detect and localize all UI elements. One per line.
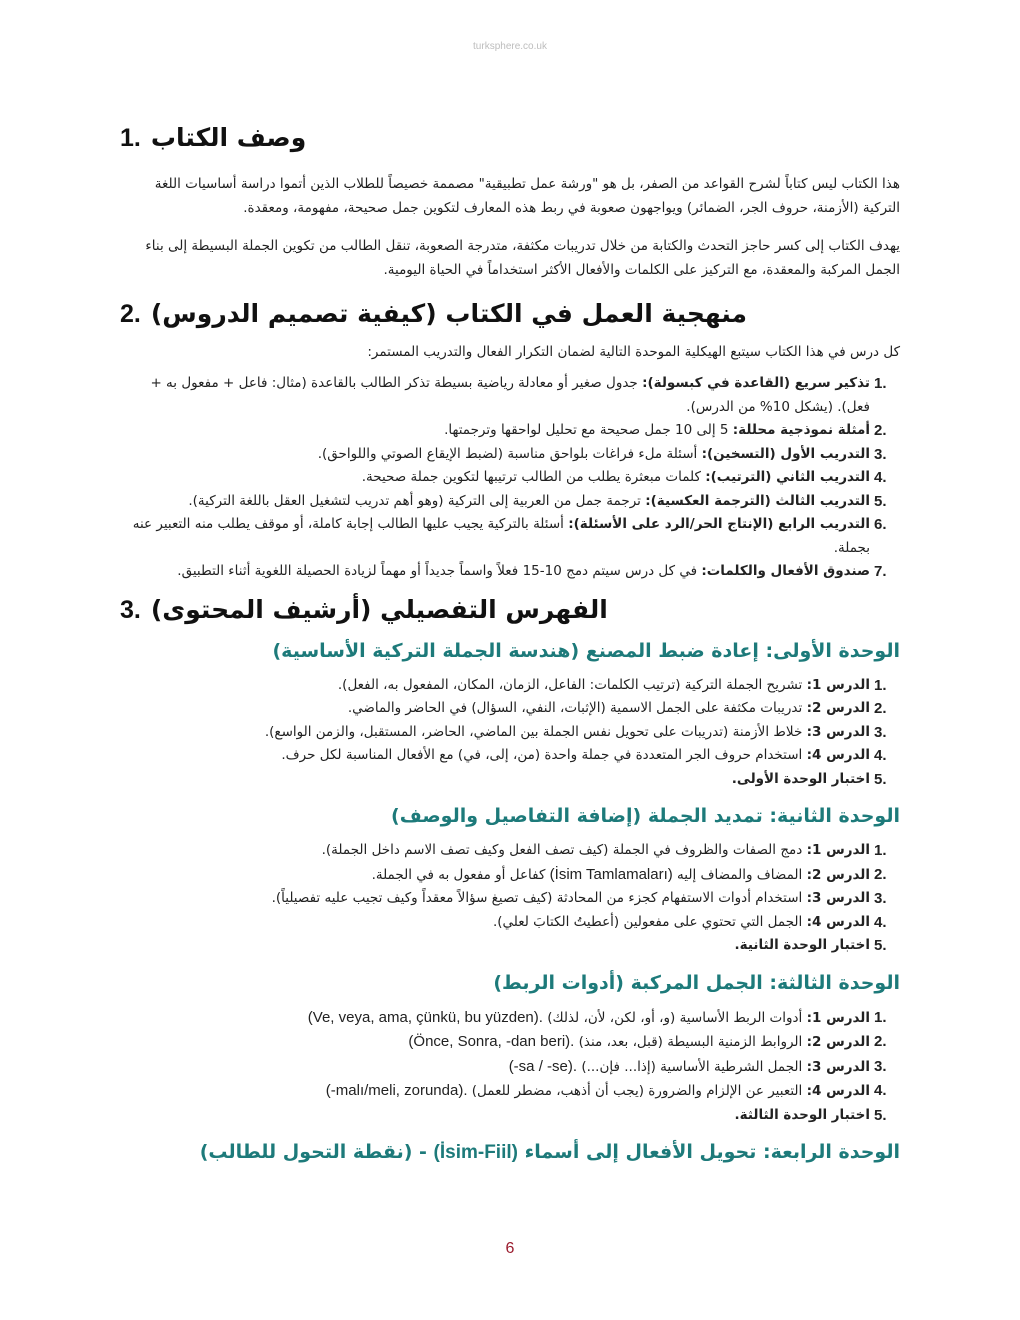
unit-2-heading: الوحدة الثانية: تمديد الجملة (إضافة التفاصيل والوصف) xyxy=(391,805,900,827)
list-item: 1. الدرس 1: أدوات الربط الأساسية (و، أو، لكن، لأن، لذلك) (Ve, veya, ama, çünkü, bu yüzden). xyxy=(307,1008,887,1026)
list-item: 5. اختبار الوحدة الأولى. xyxy=(731,770,887,788)
section-2-number: 2. xyxy=(120,300,141,328)
unit-2-lessons xyxy=(120,839,900,958)
list-item: 3. التدريب الأول (التسخين): أسئلة ملء فراغات بلواحق مناسبة (لضبط الإيقاع الصوتي واللواحق). xyxy=(317,445,887,463)
list-item: 4. الدرس 4: الجمل التي تحتوي على مفعولين (أعطيتُ الكتابَ لعلي). xyxy=(492,913,887,931)
list-item: 2. الدرس 2: تدريبات مكثفة على الجمل الاسمية (الإثبات، النفي، السؤال) في الحاضر والماضي. xyxy=(347,700,887,717)
list-item: 2. الدرس 2: المضاف والمضاف إليه (İsim Tamlamaları) كفاعل أو مفعول به في الجملة. xyxy=(371,865,887,883)
list-item: 6. التدريب الرابع (الإنتاج الحر/الرد على الأسئلة): أسئلة بالتركية يجيب عليها الطالب إجابة كاملة، أو موقف يطلب منه التعبير عنه بجملة. xyxy=(132,516,887,556)
list-item: 7. صندوق الأفعال والكلمات: في كل درس سيتم دمج 10-15 فعلاً واسماً جديداً أو مهماً لزيادة الحصيلة اللغوية أثناء التطبيق. xyxy=(177,563,887,580)
list-item: 3. الدرس 3: خلاط الأزمنة (تدريبات على تحويل نفس الجملة بين الماضي، الحاضر، المستقبل، والزمن الواسع). xyxy=(264,723,887,741)
page-number: 6 xyxy=(505,1240,515,1257)
list-item: 4. الدرس 4: استخدام حروف الجر المتعددة في جملة واحدة (من، إلى، في) مع الأفعال المناسبة لكل حرف. xyxy=(281,747,887,764)
list-item: 5. التدريب الثالث (الترجمة العكسية): ترجمة جمل من العربية إلى التركية (وهو أهم تدريب لتشغيل العقل باللغة التركية). xyxy=(188,492,887,510)
section-2-title: منهجية العمل في الكتاب (كيفية تصميم الدروس) xyxy=(150,299,748,328)
section-1-title: وصف الكتاب xyxy=(150,123,307,152)
unit-1-lessons xyxy=(120,674,900,792)
watermark: turksphere.co.uk xyxy=(473,41,547,52)
list-item: 1. تذكير سريع (القاعدة في كبسولة): جدول صغير أو معادلة رياضية بسيطة تذكر الطالب بالقاعدة (مثال: فاعل + مفعول به + فعل). (يشكل 10% من الدرس). xyxy=(150,375,887,415)
list-item: 1. الدرس 1: تشريح الجملة التركية (ترتيب الكلمات: الفاعل، الزمان، المكان، المفعول به، الفعل). xyxy=(337,676,887,694)
section-1-paragraph-1: هذا الكتاب ليس كتاباً لشرح القواعد من الصفر، بل هو "ورشة عمل تطبيقية" مصممة خصيصاً للطلاب الذين أتموا دراسة أساسيات اللغة التركية (الأزمنة، حروف الجر، الضمائر) ويواجهون صعوبة في ربط هذه المعارف لتكوين جمل صحيحة، مفهومة، ومعقدة. xyxy=(154,176,900,216)
list-item: 4. الدرس 4: التعبير عن الإلزام والضرورة (يجب أن أذهب، مضطر للعمل) (-malı/meli, zorunda). xyxy=(325,1082,887,1099)
list-item: 1. الدرس 1: دمج الصفات والظروف في الجملة (كيف تصف الفعل وكيف تصف الاسم داخل الجملة). xyxy=(321,842,887,859)
section-1-heading xyxy=(120,118,900,158)
list-item: 3. الدرس 3: استخدام أدوات الاستفهام كجزء من المحادثة (كيف تصيغ سؤالاً معقداً وكيف تجيب عليه تفصيلياً). xyxy=(271,890,887,907)
section-1-paragraph-2: يهدف الكتاب إلى كسر حاجز التحدث والكتابة من خلال تدريبات مكثفة، متدرجة الصعوبة، تنقل الطالب من تكوين الجملة البسيطة إلى بناء الجمل المركبة والمعقدة، مع التركيز على الكلمات والأفعال الأكثر استخداماً في الحياة اليومية. xyxy=(145,238,900,278)
unit-3-heading: الوحدة الثالثة: الجمل المركبة (أدوات الربط) xyxy=(493,971,900,994)
unit-4-heading: الوحدة الرابعة: تحويل الأفعال إلى أسماء (İsim-Fiil) - (نقطة التحول للطالب) xyxy=(199,1141,900,1163)
section-3-number: 3. xyxy=(120,595,141,624)
section-2-heading xyxy=(120,294,900,334)
list-item: 2. الدرس 2: الروابط الزمنية البسيطة (قبل، بعد، منذ) (Önce, Sonra, -dan beri). xyxy=(408,1033,887,1050)
list-item: 4. التدريب الثاني (الترتيب): كلمات مبعثرة يطلب من الطالب ترتيبها لتكوين جملة صحيحة. xyxy=(361,469,887,486)
unit-1-heading: الوحدة الأولى: إعادة ضبط المصنع (هندسة الجملة التركية الأساسية) xyxy=(272,639,900,662)
list-item: 5. اختبار الوحدة الثالثة. xyxy=(734,1106,887,1124)
unit-3-lessons xyxy=(120,1006,900,1128)
page-content xyxy=(120,118,900,1170)
method-list xyxy=(120,372,900,584)
section-3-title: الفهرس التفصيلي (أرشيف المحتوى) xyxy=(150,594,608,624)
list-item: 3. الدرس 3: الجمل الشرطية الأساسية (إذا... فإن...) (-sa / -se). xyxy=(508,1057,887,1075)
section-3-heading xyxy=(120,590,900,630)
section-2-intro: كل درس في هذا الكتاب سيتبع الهيكلية الموحدة التالية لضمان التكرار الفعال والتدريب المستمر: xyxy=(367,344,900,360)
section-1-number: 1. xyxy=(120,124,141,152)
list-item: 5. اختبار الوحدة الثانية. xyxy=(734,937,887,954)
list-item: 2. أمثلة نموذجية محللة: 5 إلى 10 جمل صحيحة مع تحليل لواحقها وترجمتها. xyxy=(444,422,887,439)
